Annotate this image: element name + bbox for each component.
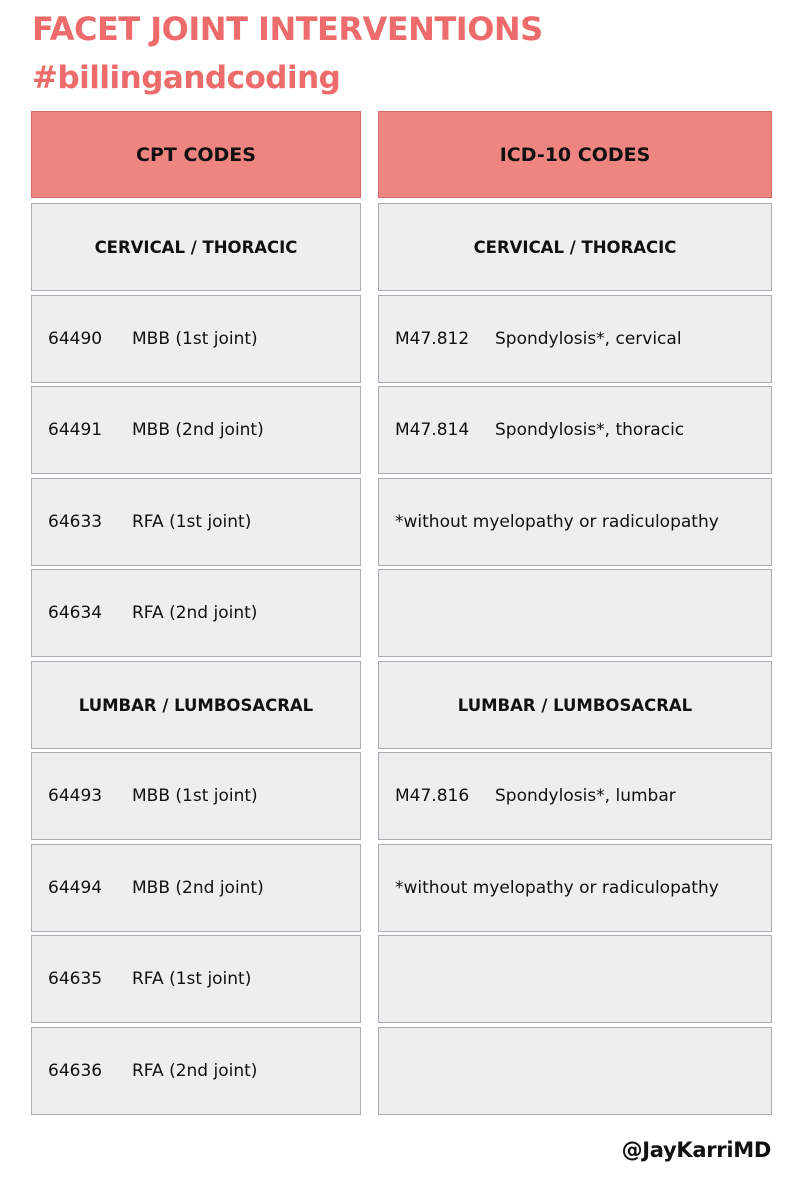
author-handle: @JayKarriMD bbox=[621, 1138, 771, 1162]
cpt-code: 64635 bbox=[48, 969, 103, 989]
table-row bbox=[31, 478, 361, 566]
empty-cell bbox=[378, 569, 772, 657]
cpt-code: 64494 bbox=[48, 878, 103, 898]
table-row bbox=[31, 935, 361, 1023]
cpt-description: RFA (1st joint) bbox=[132, 969, 252, 989]
table-row bbox=[31, 386, 361, 474]
cpt-cervical-section: CERVICAL / THORACIC bbox=[31, 203, 361, 291]
cpt-description: RFA (2nd joint) bbox=[132, 1061, 258, 1081]
table-row bbox=[378, 752, 772, 840]
cpt-header: CPT CODES bbox=[31, 111, 361, 198]
cpt-code: 64491 bbox=[48, 420, 103, 440]
cpt-lumbar-section: LUMBAR / LUMBOSACRAL bbox=[31, 661, 361, 749]
table-row bbox=[31, 752, 361, 840]
cpt-description: MBB (1st joint) bbox=[132, 329, 258, 349]
icd-lumbar-section: LUMBAR / LUMBOSACRAL bbox=[378, 661, 772, 749]
cpt-code: 64490 bbox=[48, 329, 103, 349]
table-row bbox=[31, 295, 361, 383]
cpt-code: 64636 bbox=[48, 1061, 103, 1081]
empty-cell bbox=[378, 1027, 772, 1115]
icd-header: ICD-10 CODES bbox=[378, 111, 772, 198]
table-row bbox=[31, 569, 361, 657]
cpt-description: RFA (1st joint) bbox=[132, 512, 252, 532]
cpt-code: 64634 bbox=[48, 603, 103, 623]
table-row bbox=[378, 386, 772, 474]
hashtag: #billingandcoding bbox=[32, 60, 341, 96]
cpt-description: RFA (2nd joint) bbox=[132, 603, 258, 623]
icd-code: M47.816 bbox=[395, 786, 470, 806]
cpt-code: 64633 bbox=[48, 512, 103, 532]
icd-code: M47.814 bbox=[395, 420, 470, 440]
cpt-description: MBB (2nd joint) bbox=[132, 878, 264, 898]
icd-cervical-section: CERVICAL / THORACIC bbox=[378, 203, 772, 291]
cpt-description: MBB (2nd joint) bbox=[132, 420, 264, 440]
table-row bbox=[31, 1027, 361, 1115]
icd-description: Spondylosis*, cervical bbox=[495, 329, 682, 349]
table-row bbox=[31, 844, 361, 932]
page-title: FACET JOINT INTERVENTIONS bbox=[32, 10, 543, 48]
icd-description: Spondylosis*, lumbar bbox=[495, 786, 676, 806]
cpt-description: MBB (1st joint) bbox=[132, 786, 258, 806]
icd-cervical-note: *without myelopathy or radiculopathy bbox=[378, 478, 772, 566]
cpt-code: 64493 bbox=[48, 786, 103, 806]
table-row bbox=[378, 295, 772, 383]
icd-description: Spondylosis*, thoracic bbox=[495, 420, 685, 440]
empty-cell bbox=[378, 935, 772, 1023]
icd-lumbar-note: *without myelopathy or radiculopathy bbox=[378, 844, 772, 932]
icd-code: M47.812 bbox=[395, 329, 470, 349]
